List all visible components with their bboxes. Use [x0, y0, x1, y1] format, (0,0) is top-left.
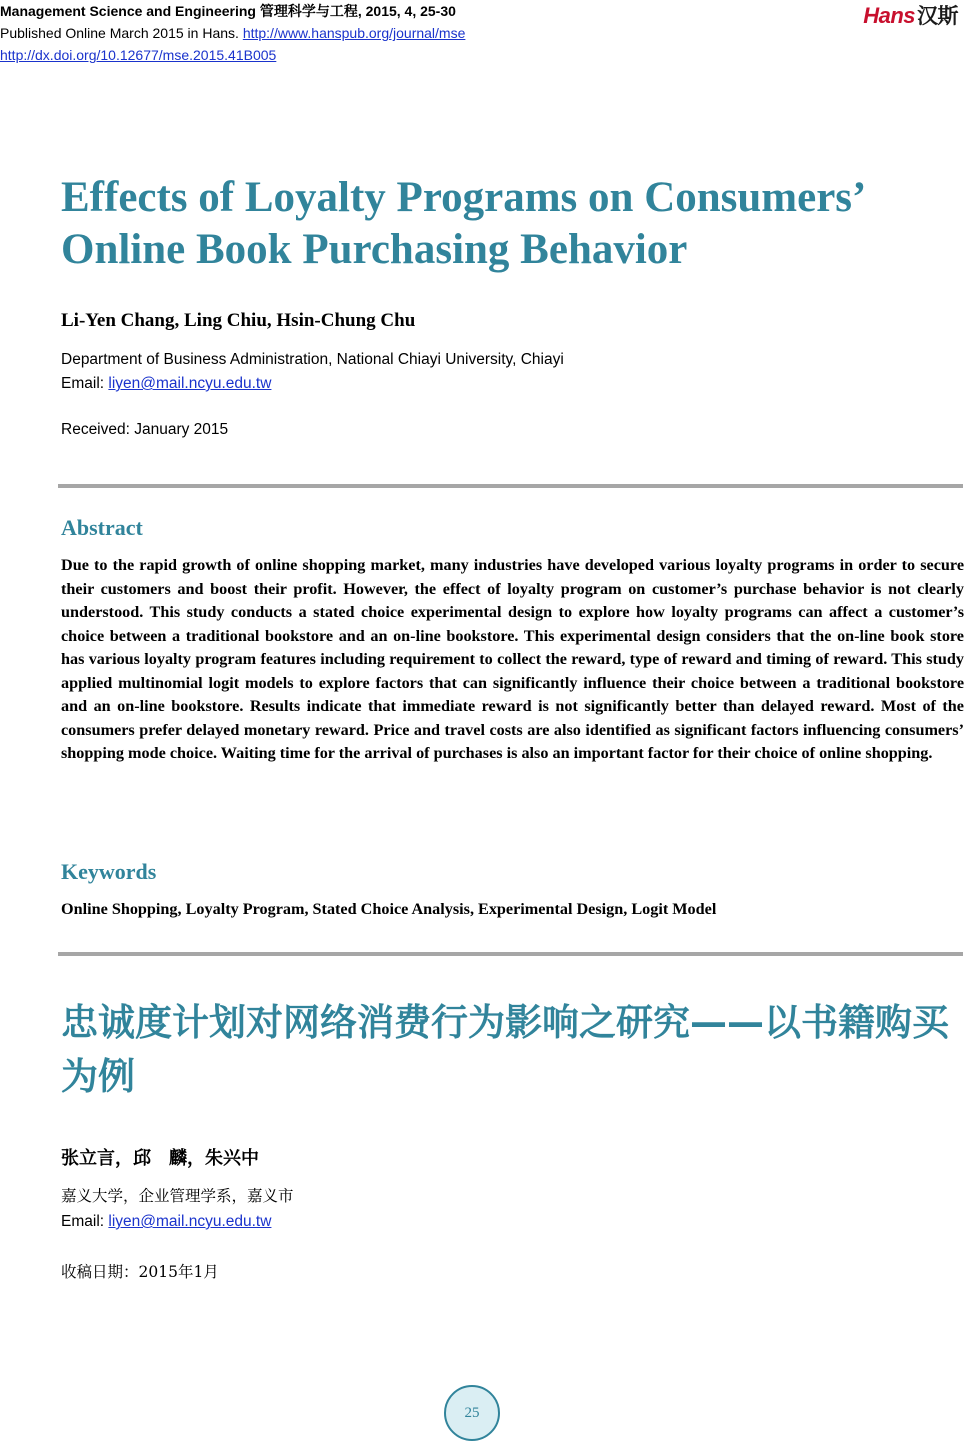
page-number: 25: [464, 1404, 480, 1421]
citation-info: , 2015, 4, 25-30: [357, 3, 456, 19]
published-text: Published Online March 2015 in Hans.: [0, 25, 239, 41]
chinese-affiliation-block: [61, 1184, 294, 1234]
paper-title: [61, 172, 941, 276]
abstract-heading: Abstract: [61, 515, 143, 540]
received-date: Received: January 2015: [61, 421, 229, 438]
logo-text-cn: 汉斯: [917, 5, 958, 28]
divider-bottom: [58, 952, 963, 956]
chinese-email-line: [61, 1209, 294, 1234]
chinese-email-link[interactable]: liyen@mail.ncyu.edu.tw: [108, 1213, 272, 1230]
chinese-author-list: 张立言，邱 麟，朱兴中: [61, 1148, 259, 1169]
chinese-affiliation: 嘉义大学，企业管理学系，嘉义市: [61, 1187, 294, 1205]
abstract-text: Due to the rapid growth of online shopping market, many industries have developed various loyalty programs in order to secure their customers and boost their profit. However, the effect of loyalty program on customer’s purchase behavior is not clearly understood. This study conducts a stated choice experimental design to explore how loyalty programs can affect a customer’s choice between a traditional bookstore and an on-line bookstore. This experimental design considers that the on-line book store has various loyalty program features including requirement to collect the reward, type of reward and timing of reward. This study applied multinomial logit models to explore factors that can significantly influence their choice between a traditional bookstore and an on-line bookstore. Results indicate that immediate reward is not significantly better than delayed reward. Most of the consumers prefer delayed monetary reward. Price and travel costs are also identified as significant factors influencing consumers’ shopping mode choice. Waiting time for the arrival of purchases is also an important factor for their choice of online shopping.: [61, 556, 964, 762]
journal-name-cn: 管理科学与工程: [259, 3, 358, 19]
publisher-logo: [863, 0, 958, 30]
published-line: [0, 22, 465, 44]
logo-text-en: Hans: [863, 3, 915, 28]
email-link[interactable]: liyen@mail.ncyu.edu.tw: [108, 375, 272, 392]
journal-link[interactable]: http://www.hanspub.org/journal/mse: [242, 25, 466, 41]
email-label: Email:: [61, 375, 109, 392]
chinese-received-date: 收稿日期：2015年1月: [61, 1263, 219, 1281]
email-line: [61, 372, 564, 396]
running-header: [0, 0, 465, 66]
page-number-badge: [444, 1385, 500, 1441]
doi-link[interactable]: http://dx.doi.org/10.12677/mse.2015.41B005: [0, 47, 277, 63]
chinese-title: 忠诚度计划对网络消费行为影响之研究——以书籍购买为例: [61, 1001, 949, 1098]
title-line-1: Effects of Loyalty Programs on Consumers’: [61, 174, 867, 221]
keywords-text: Online Shopping, Loyalty Program, Stated Choice Analysis, Experimental Design, Logit Model: [61, 900, 717, 918]
affiliation-block: [61, 348, 564, 396]
keywords-heading: Keywords: [61, 859, 157, 884]
chinese-email-label: Email:: [61, 1213, 109, 1230]
doi-line: [0, 44, 465, 66]
journal-citation: [0, 0, 465, 22]
affiliation: Department of Business Administration, National Chiayi University, Chiayi: [61, 351, 564, 368]
author-list: Li-Yen Chang, Ling Chiu, Hsin-Chung Chu: [61, 310, 416, 331]
journal-name-en: Management Science and Engineering: [0, 3, 256, 19]
divider-top: [58, 484, 963, 488]
title-line-2: Online Book Purchasing Behavior: [61, 226, 688, 273]
